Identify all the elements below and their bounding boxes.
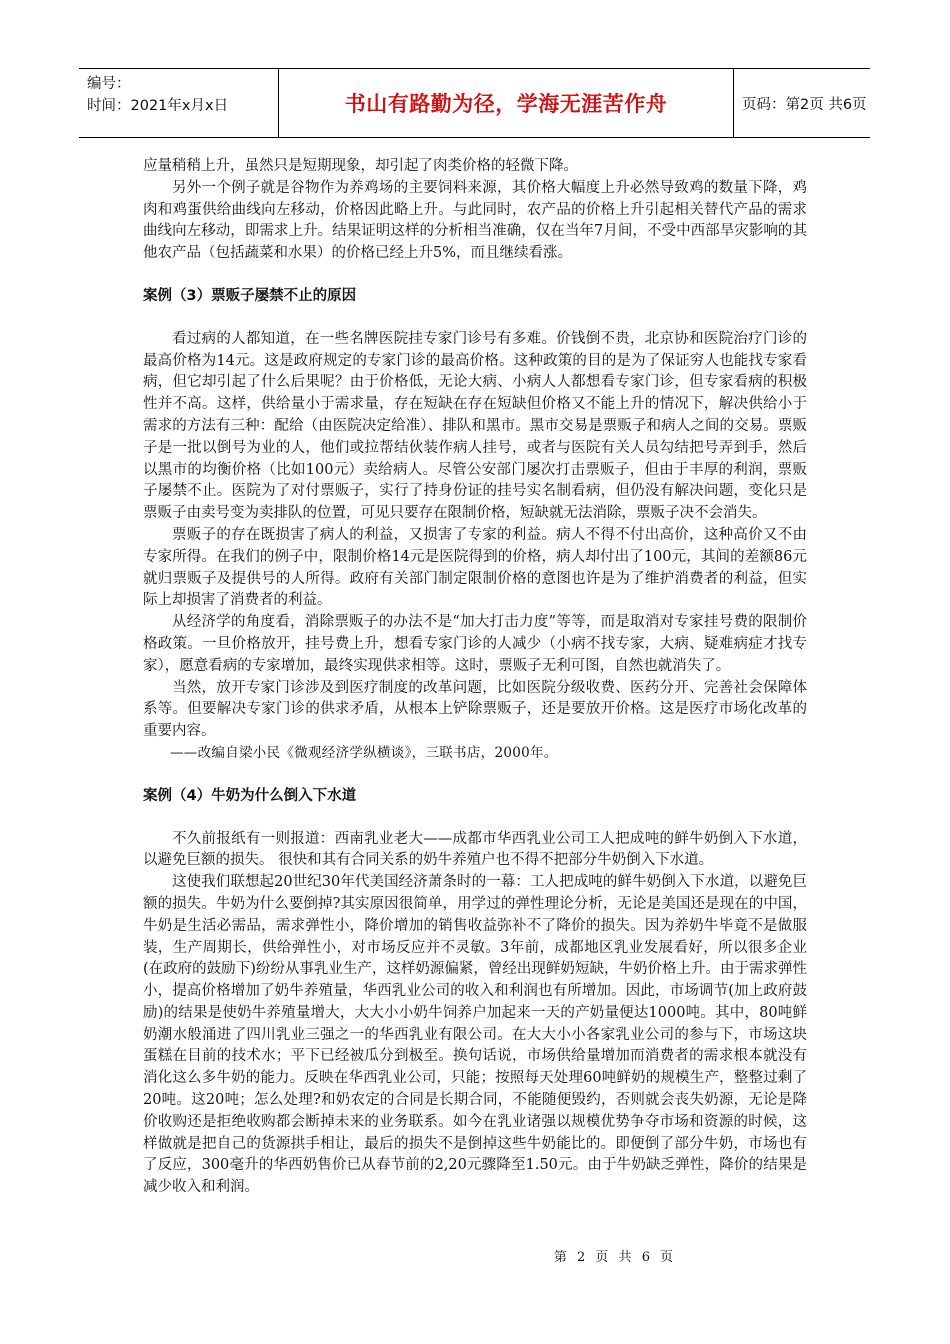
footer-page-number: 第 2 页 共 6 页 bbox=[553, 1250, 677, 1265]
page-header bbox=[79, 68, 870, 138]
paragraph: 从经济学的角度看，消除票贩子的办法不是“加大打击力度”等等，而是取消对专家挂号费的限制价格政策。一旦价格放开，挂号费上升，想看专家门诊的人减少（小病不找专家，大病、疑难病症才找专家），愿意看病的专家增加，最终实现供求相等。这时，票贩子无利可图，自然也就消失了。 bbox=[143, 614, 807, 674]
header-motto: 书山有路勤为径，学海无涯苦作舟 bbox=[279, 69, 734, 137]
document-time-label: 时间：2021年x月x日 bbox=[87, 98, 229, 114]
document-number-label: 编号： bbox=[87, 76, 131, 92]
header-page-info: 页码：第2页 共6页 bbox=[742, 96, 867, 113]
paragraph: 看过病的人都知道，在一些名牌医院挂专家门诊号有多难。价钱倒不贵，北京协和医院治疗门诊的最高价格为14元。这是政府规定的专家门诊的最高价格。这种政策的目的是为了保证穷人也能找专家看病，但它却引起了什么后果呢？由于价格低，无论大病、小病人人都想看专家门诊，但专家看病的积极性并不高。这样，供给量小于需求量，存在短缺在存在短缺但价格又不能上升的情况下，解决供给小于需求的方法有三种：配给（由医院决定给准）、排队和黑市。黑市交易是票贩子和病人之间的交易。票贩子是一批以倒号为业的人，他们或拉帮结伙装作病人挂号，或者与医院有关人员勾结把号弄到手，然后以黑市的均衡价格（比如100元）卖给病人。尽管公安部门屡次打击票贩子，但由于丰厚的利润，票贩子屡禁不止。医院为了对付票贩子，实行了持身份证的挂号实名制看病，但仍没有解决问题，变化只是票贩子由卖号变为卖排队的位置，可见只要存在限制价格，短缺就无法消除，票贩子决不会消失。 bbox=[143, 330, 807, 522]
paragraph: 另外一个例子就是谷物作为养鸡场的主要饲料来源，其价格大幅度上升必然导致鸡的数量下降，鸡肉和鸡蛋供给曲线向左移动，价格因此略上升。与此同时，农产品的价格上升引起相关替代产品的需求曲线向左移动，即需求上升。结果证明这样的分析相当准确，仅在当年7月间，不受中西部旱灾影响的其他农产品（包括蔬菜和水果）的价格已经上升5%，而且继续看涨。 bbox=[143, 179, 807, 262]
paragraph: 应量稍稍上升，虽然只是短期现象，却引起了肉类价格的轻微下降。 bbox=[143, 158, 578, 174]
case-4-heading: 案例（4）牛奶为什么倒入下水道 bbox=[143, 787, 357, 804]
document-body bbox=[143, 156, 807, 1199]
paragraph: 票贩子的存在既损害了病人的利益，又损害了专家的利益。病人不得不付出高价，这种高价又不由专家所得。在我们的例子中，限制价格14元是医院得到的价格，病人却付出了100元，其间的差额86元就归票贩子及提供号的人所得。政府有关部门制定限制价格的意图也许是为了维护消费者的利益，但实际上却损害了消费者的利益。 bbox=[143, 526, 807, 609]
paragraph: 当然，放开专家门诊涉及到医疗制度的改革问题，比如医院分级收费、医药分开、完善社会保障体系等。但要解决专家门诊的供求矛盾，从根本上铲除票贩子，还是要放开价格。这是医疗市场化改革的重要内容。 bbox=[143, 679, 807, 740]
header-meta bbox=[79, 69, 279, 137]
paragraph: 不久前报纸有一则报道：西南乳业老大——成都市华西乳业公司工人把成吨的鲜牛奶倒入下水道，以避免巨额的损失。 很快和其有合同关系的奶牛养殖户也不得不把部分牛奶倒入下水道。 bbox=[143, 830, 807, 869]
paragraph: 这使我们联想起20世纪30年代美国经济萧条时的一幕：工人把成吨的鲜牛奶倒入下水道，以避免巨额的损失。牛奶为什么要倒掉?其实原因很简单，用学过的弹性理论分析，无论是美国还是现在的中国，牛奶是生活必需品，需求弹性小，降价增加的销售收益弥补不了降价的损失。因为养奶牛毕竟不是做服装，生产周期长，供给弹性小，对市场反应并不灵敏。3年前，成都地区乳业发展看好，所以很多企业(在政府的鼓励下)纷纷从事乳业生产，这样奶源偏紧，曾经出现鲜奶短缺，牛奶价格上升。由于需求弹性小，提高价格增加了奶牛养殖量，华西乳业公司的收入和利润也有所增加。因此，市场调节(加上政府鼓励)的结果是使奶牛养殖量增大，大大小小奶牛饲养户加起来一天的产奶量便达1000吨。其中，80吨鲜奶潮水般涌进了四川乳业三强之一的华西乳业有限公司。在大大小小各家乳业公司的参与下，市场这块蛋糕在目前的技术水；平下已经被瓜分到极至。换句话说，市场供给量增加而消费者的需求根本就没有消化这么多牛奶的能力。反映在华西乳业公司，只能；按照每天处理60吨鲜奶的规模生产，整整过剩了20吨。这20吨；怎么处理?和奶农定的合同是长期合同，不能随便毁约，否则就会丧失奶源，无论是降价收购还是拒绝收购都会断掉未来的业务联系。如今在乳业诸强以规模优势争夺市场和资源的时候，这样做就是把自己的货源拱手相让，最后的损失不是倒掉这些牛奶能比的。即便倒了部分牛奶，市场也有了反应，300毫升的华西奶售价已从春节前的2,20元骤降至1.50元。由于牛奶缺乏弹性，降价的结果是减少收入和利润。 bbox=[143, 874, 807, 1196]
case-3-heading: 案例（3）票贩子屡禁不止的原因 bbox=[143, 287, 357, 304]
source-citation: ——改编自梁小民《微观经济学纵横谈》，三联书店，2000年。 bbox=[170, 744, 558, 761]
page-footer bbox=[0, 1246, 950, 1265]
